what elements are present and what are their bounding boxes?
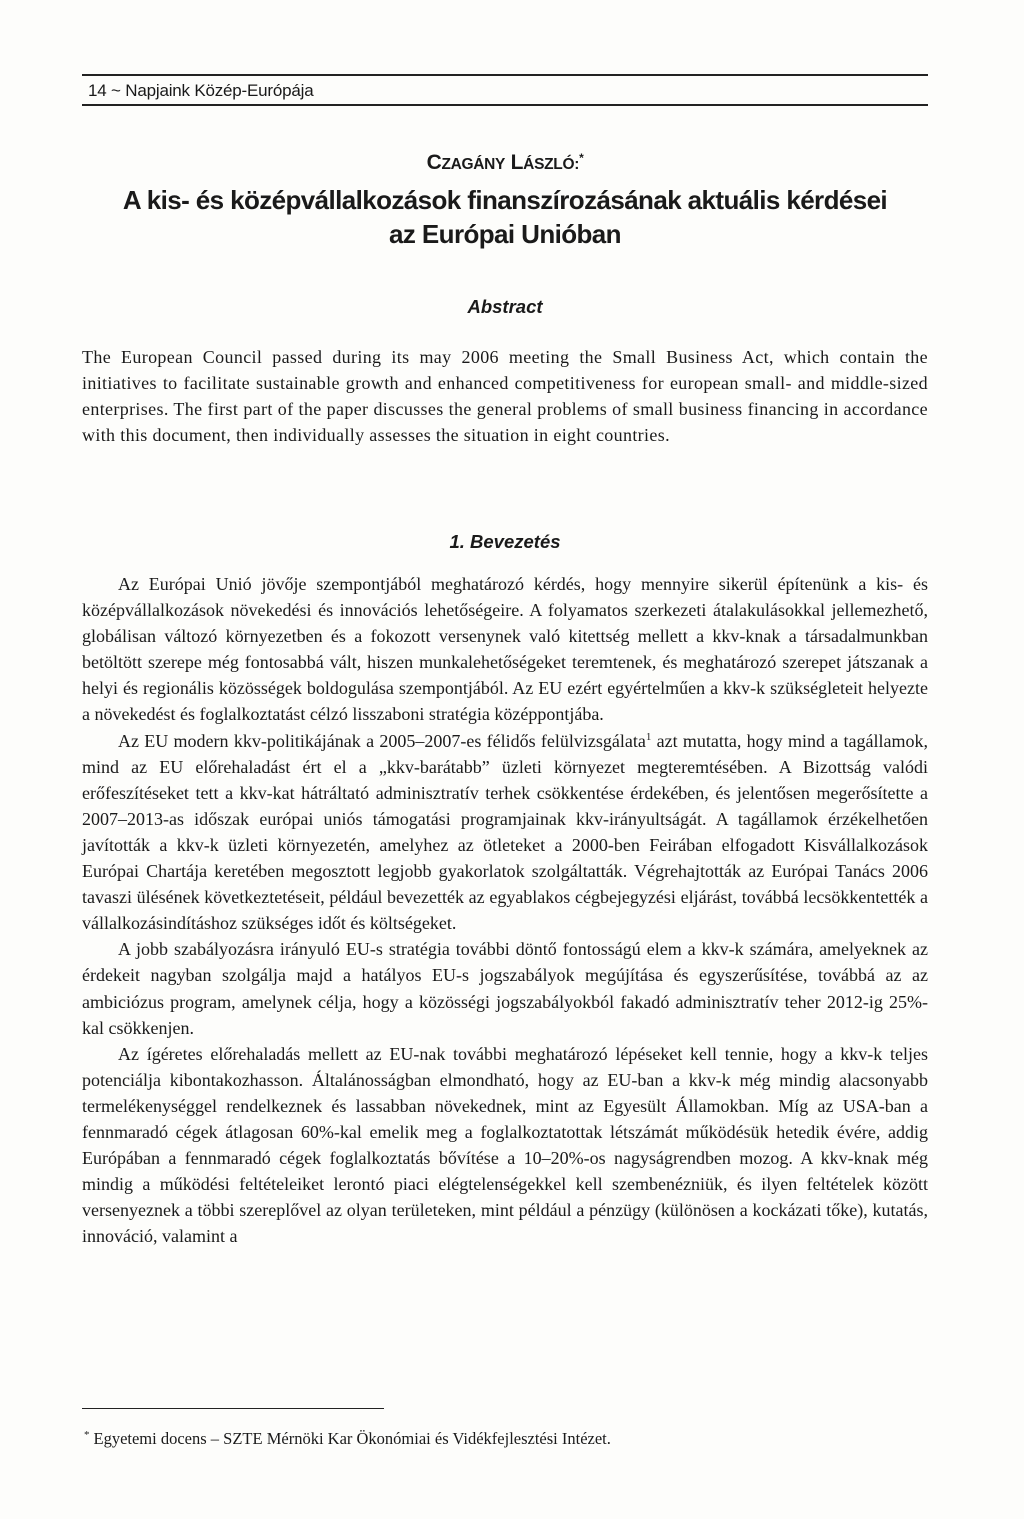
- footnote-divider: [82, 1408, 384, 1409]
- section-heading: 1. Bevezetés: [449, 531, 561, 552]
- author-given-initial: L: [510, 151, 524, 174]
- paragraph-1: Az Európai Unió jövője szempontjából meghatározó kérdés, hogy mennyire sikerül építenünk a kis- és középvállalkozások növekedési és innovációs lehetőségeire. A folyamatos szerkezeti átalakulásokkal jellemezhető, globálisan változó környezetben és a fokozott versenynek való kitettség mellett a kkv-knak a társadalmunkban betöltött szerepe még fontosabbá vált, hiszen munkalehetőségeket teremtenek, és meghatározó szerepet játszanak a helyi és regionális közösségek boldogulása szempontjából. Az EU ezért egyértelműen a kkv-k szükségleteit helyezte a növekedést és foglalkoztatást célzó lisszaboni stratégia középpontjába.: [82, 574, 928, 725]
- paragraph-2: [82, 728, 928, 937]
- author-name: [82, 142, 928, 181]
- author-initial: C: [426, 151, 442, 174]
- footnote-reference: 1: [645, 730, 652, 743]
- author-footnote-marker: *: [579, 151, 584, 165]
- paragraph-4: Az ígéretes előrehaladás mellett az EU-nak további meghatározó lépéseket kell tennie, hogy a kkv-k teljes potenciálja kibontakozhasson. Általánosságban elmondható, hogy az EU-ban a kkv-k még mindig alacsonyabb termelékenységgel rendelkeznek és lassabban növekednek, mint az Egyesült Államokban. Míg az USA-ban a fennmaradó cégek átlagosan 60%-kal emelik meg a foglalkoztatottak létszámát működésük hetedik évére, addig Európában a fennmaradó cégek foglalkoztatás bővítése a 10–20%-os nagyságrendben mozog. A kkv-knak még mindig a működési feltételeiket lerontó piaci elégtelenségekkel kell szembenézniük, és ilyen feltételek között versenyeznek a többi szereplővel az olyan területeken, mint például a pénzügy (különösen a kockázati tőke), kutatás, innováció, valamint a: [82, 1043, 928, 1247]
- footnote: [84, 1424, 928, 1450]
- article-title: [82, 183, 928, 251]
- author-given-rest: ÁSZLÓ:: [523, 156, 580, 173]
- abstract-text: The European Council passed during its may 2006 meeting the Small Business Act, which contain the initiatives to facilitate sustainable growth and enhanced competitiveness for european small- and middle-sized enterprises. The first part of the paper discusses the general problems of small business financing in accordance with this document, then individually assesses the situation in eight countries.: [82, 347, 928, 445]
- paragraph-2-rest: azt mutatta, hogy mind a tagállamok, mind az EU előrehaladást ért el a „kkv-barátabb” üzleti környezet megteremtésében. A Bizottság valódi erőfeszítéseket tett a kkv-kat hátráltató adminisztratív terhek csökkentése érdekében, és jelentősen megerősítette a 2007–2013-as időszak európai uniós támogatási programjainak kkv-irányultságát. A tagállamok érzékelhetően javították a kkv-k üzleti környezetén, amelyhez az ötleteket a 2000-ben Feirában elfogadott Kisvállalkozások Európai Chartája keretében megosztott legjobb gyakorlatok szolgáltatták. Végrehajtották az Európai Tanács 2006 tavaszi ülésének következtetéseit, például bevezették az egyablakos cégbejegyzési eljárást, továbbá lecsökkentették a vállalkozásindításhoz szükséges időt és költségeket.: [82, 730, 928, 934]
- section-body: [82, 571, 928, 1249]
- author-surname-rest: ZAGÁNY: [441, 156, 506, 173]
- article-header: [82, 142, 928, 251]
- footnote-marker: *: [84, 1429, 90, 1441]
- title-line-2: az Európai Unióban: [389, 219, 621, 249]
- running-head: 14 ~ Napjaink Közép-Európája: [82, 74, 928, 106]
- paragraph-3: A jobb szabályozásra irányuló EU-s stratégia további döntő fontosságú elem a kkv-k számára, amelyeknek az érdekeit nagyban szolgálja majd a hatályos EU-s jogszabályok megújítása és egyszerűsítése, továbbá az az ambiciózus program, amelynek célja, hogy a közösségi jogszabályokból fakadó adminisztratív teher 2012-ig 25%-kal csökkenjen.: [82, 939, 928, 1038]
- paragraph-2-start: Az EU modern kkv-politikájának a 2005–2007-es félidős felülvizsgálata: [118, 730, 646, 751]
- title-line-1: A kis- és középvállalkozások finanszírozásának aktuális kérdései: [122, 185, 888, 215]
- footnote-text: Egyetemi docens – SZTE Mérnöki Kar Ökonómiai és Vidékfejlesztési Intézet.: [93, 1429, 611, 1448]
- abstract-heading: Abstract: [467, 296, 543, 317]
